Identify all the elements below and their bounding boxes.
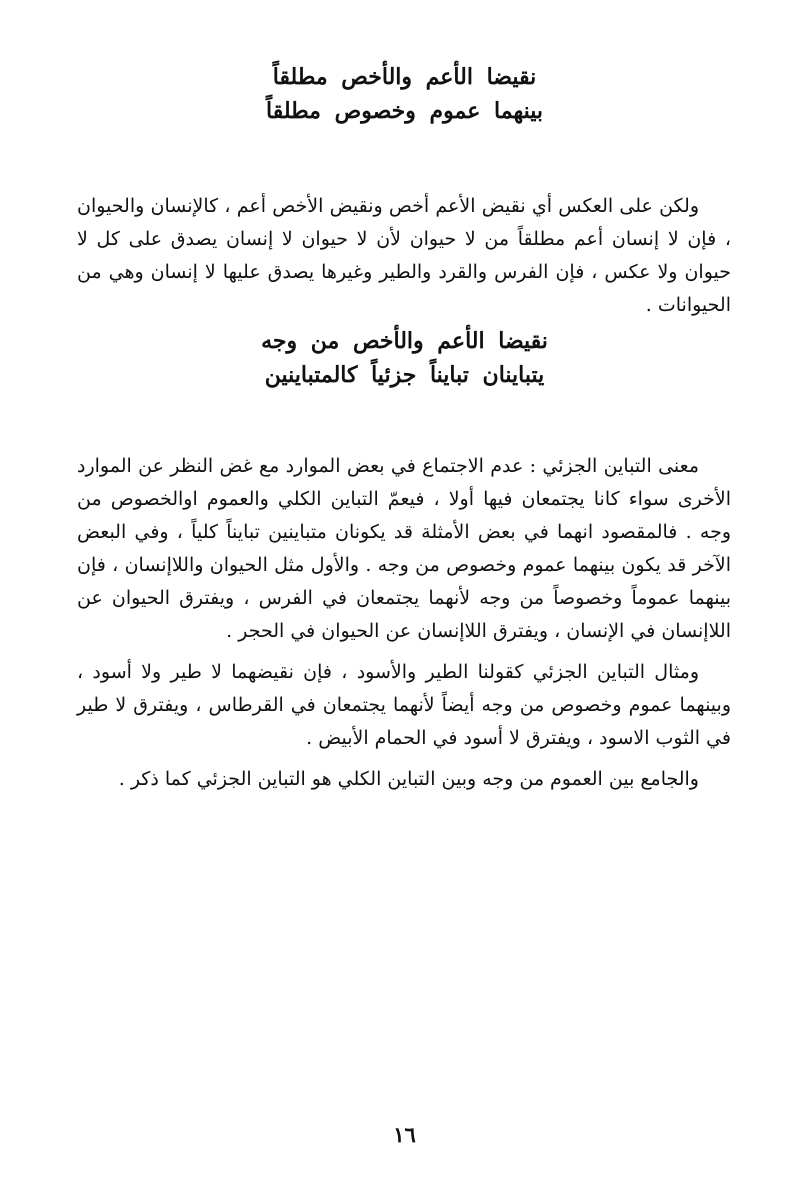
- text-block-2: [77, 450, 731, 804]
- heading-2-line-2: يتباينان تبايناً جزئياً كالمتباينين: [264, 362, 545, 388]
- page-number: ١٦: [393, 1122, 416, 1147]
- section-heading-2: [0, 324, 809, 392]
- heading-1-line-1: نقيضا الأعم والأخص مطلقاً: [272, 64, 537, 90]
- heading-1-line-2: بينهما عموم وخصوص مطلقاً: [266, 98, 543, 124]
- text-block-1: [77, 190, 731, 330]
- paragraph: والجامع بين العموم من وجه وبين التباين الكلي هو التباين الجزئي كما ذكر .: [118, 768, 699, 790]
- heading-2-line-1: نقيضا الأعم والأخص من وجه: [261, 328, 548, 354]
- paragraph: ولكن على العكس أي نقيض الأعم أخص ونقيض الأخص أعم ، كالإنسان والحيوان ، فإن لا إنسان أعم مطلقاً من لا حيوان لأن لا حيوان لا إنسان يصدق على كل لا حيوان ولا عكس ، فإن الفرس والقرد والطير وغيرها يصدق عليها لا إنسان وهي من الحيوانات .: [77, 195, 731, 316]
- paragraph: ومثال التباين الجزئي كقولنا الطير والأسود ، فإن نقيضهما لا طير ولا أسود ، وبينهما عموم وخصوص من وجه أيضاً لأنهما يجتمعان في القرطاس ، ويفترق لا طير في الثوب الاسود ، ويفترق لا أسود في الحمام الأبيض .: [77, 661, 731, 749]
- paragraph: معنى التباين الجزئي : عدم الاجتماع في بعض الموارد مع غض النظر عن الموارد الأخرى سواء كانا يجتمعان فيها أولا ، فيعمّ التباين الكلي والعموم اوالخصوص من وجه . فالمقصود انهما في بعض الأمثلة قد يكونان متباينين تبايناً كلياً ، وفي البعض الآخر قد يكون بينهما عموم وخصوص من وجه . والأول مثل الحيوان واللاإنسان ، فإن بينهما عموماً وخصوصاً من وجه لأنهما يجتمعان في الفرس ، ويفترق الحيوان عن اللاإنسان في الإنسان ، ويفترق اللاإنسان عن الحيوان في الحجر .: [77, 455, 731, 642]
- section-heading-1: [0, 60, 809, 128]
